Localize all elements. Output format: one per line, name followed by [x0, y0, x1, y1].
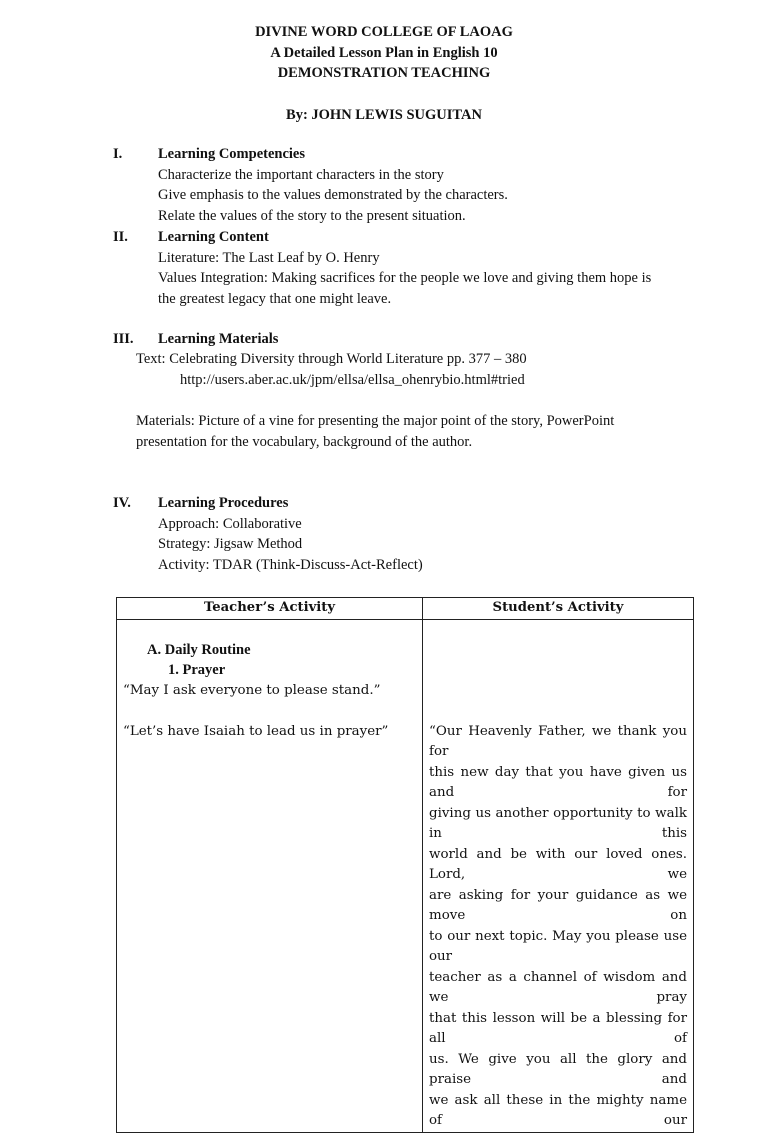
- activity-table: [116, 597, 694, 1133]
- prayer-line: we ask all these in the mighty name of our: [429, 1092, 687, 1129]
- prayer-heading: 1. Prayer: [168, 662, 226, 679]
- competency-item: Relate the values of the story to the present situation.: [158, 207, 466, 224]
- prayer-line: are asking for your guidance as we move on: [429, 887, 687, 924]
- student-activity-cell: [423, 619, 694, 1132]
- section-number: I.: [113, 146, 123, 162]
- reference-url[interactable]: http://users.aber.ac.uk/jpm/ellsa/ellsa_ohenrybio.html#tried: [180, 371, 525, 388]
- teacher-column-header: Teacher’s Activity: [117, 598, 423, 620]
- section-number: II.: [113, 229, 128, 245]
- values-line: Values Integration: Making sacrifices for the people we love and giving them hope is: [158, 270, 652, 287]
- prayer-line: teacher as a channel of wisdom and we pray: [429, 969, 687, 1006]
- college-name: DIVINE WORD COLLEGE OF LAOAG: [255, 24, 513, 40]
- section-number: III.: [113, 331, 134, 347]
- author-line: By: JOHN LEWIS SUGUITAN: [286, 107, 482, 123]
- textbook-line: Text: Celebrating Diversity through World Literature pp. 377 – 380: [136, 351, 527, 367]
- teacher-instruction: “May I ask everyone to please stand.”: [123, 682, 381, 698]
- table-header-row: [117, 598, 694, 620]
- prayer-line: this new day that you have given us and for: [429, 764, 687, 801]
- approach-line: Approach: Collaborative: [158, 515, 302, 532]
- section-number: IV.: [113, 495, 131, 511]
- document-header: [0, 22, 768, 84]
- materials-block: [136, 411, 696, 452]
- teacher-activity-cell: [117, 619, 423, 1132]
- prayer-line: world and be with our loved ones. Lord, we: [429, 846, 687, 883]
- values-line: the greatest legacy that one might leave.: [158, 290, 392, 307]
- section-title: Learning Procedures: [158, 495, 289, 511]
- section-title: Learning Content: [158, 229, 269, 245]
- section-title: Learning Competencies: [158, 146, 305, 162]
- prayer-line: us. We give you all the glory and praise and: [429, 1051, 687, 1088]
- teaching-type: DEMONSTRATION TEACHING: [277, 65, 491, 81]
- strategy-line: Strategy: Jigsaw Method: [158, 536, 303, 553]
- prayer-line: “Our Heavenly Father, we thank you for: [429, 723, 687, 760]
- literature-line: Literature: The Last Leaf by O. Henry: [158, 249, 380, 266]
- competency-item: Characterize the important characters in the story: [158, 166, 444, 183]
- table-row: [117, 619, 694, 1132]
- teacher-instruction: “Let’s have Isaiah to lead us in prayer”: [123, 723, 389, 739]
- materials-line: presentation for the vocabulary, background of the author.: [136, 433, 473, 450]
- materials-text-block: [136, 349, 696, 390]
- student-column-header: Student’s Activity: [423, 598, 694, 620]
- daily-routine-heading: A. Daily Routine: [147, 641, 251, 658]
- lesson-plan-title: A Detailed Lesson Plan in English 10: [270, 44, 498, 61]
- prayer-line: to our next topic. May you please use our: [429, 928, 687, 965]
- prayer-line: giving us another opportunity to walk in this: [429, 805, 687, 842]
- prayer-line: that this lesson will be a blessing for all of: [429, 1010, 687, 1047]
- section-title: Learning Materials: [158, 331, 279, 347]
- competency-item: Give emphasis to the values demonstrated by the characters.: [158, 187, 508, 204]
- materials-line: Materials: Picture of a vine for presenting the major point of the story, PowerPoint: [136, 413, 615, 429]
- activity-line: Activity: TDAR (Think-Discuss-Act-Reflect): [158, 556, 423, 573]
